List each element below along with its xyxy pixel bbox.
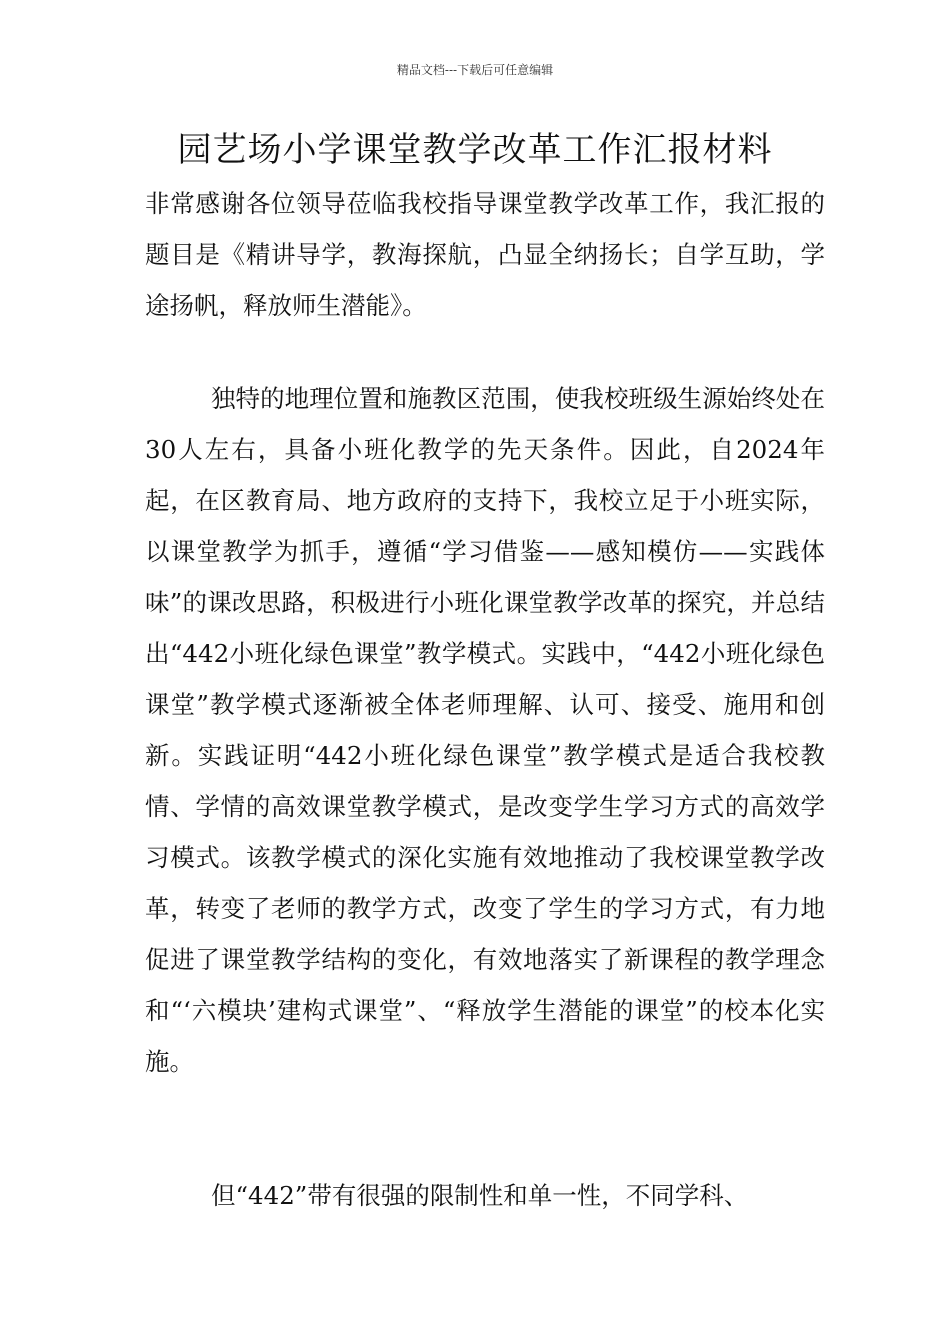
- paragraph-intro: 非常感谢各位领导莅临我校指导课堂教学改革工作，我汇报的题目是《精讲导学，教海探航，凸显全纳扬长；自学互助，学途扬帆，释放师生潜能》。: [145, 189, 825, 320]
- page-header: 精品文档---下载后可任意编辑: [396, 63, 554, 77]
- document-title: 园艺场小学课堂教学改革工作汇报材料: [177, 130, 773, 170]
- paragraph-background: 独特的地理位置和施教区范围，使我校班级生源始终处在30人左右，具备小班化教学的先天条件。因此，自2024年起，在区教育局、地方政府的支持下，我校立足于小班实际，以课堂教学为抓手，遵循“学习借鉴——感知模仿——实践体味”的课改思路，积极进行小班化课堂教学改革的探究，并总结出“442小班化绿色课堂”教学模式。实践中，“442小班化绿色课堂”教学模式逐渐被全体老师理解、认可、接受、施用和创新。实践证明“442小班化绿色课堂”教学模式是适合我校教情、学情的高效课堂教学模式，是改变学生学习方式的高效学习模式。该教学模式的深化实施有效地推动了我校课堂教学改革，转变了老师的教学方式，改变了学生的学习方式，有力地促进了课堂教学结构的变化，有效地落实了新课程的教学理念和“‘六模块’建构式课堂”、“释放学生潜能的课堂”的校本化实施。: [145, 384, 825, 1076]
- paragraph-limitations: 但“442”带有很强的限制性和单一性，不同学科、: [211, 1181, 749, 1210]
